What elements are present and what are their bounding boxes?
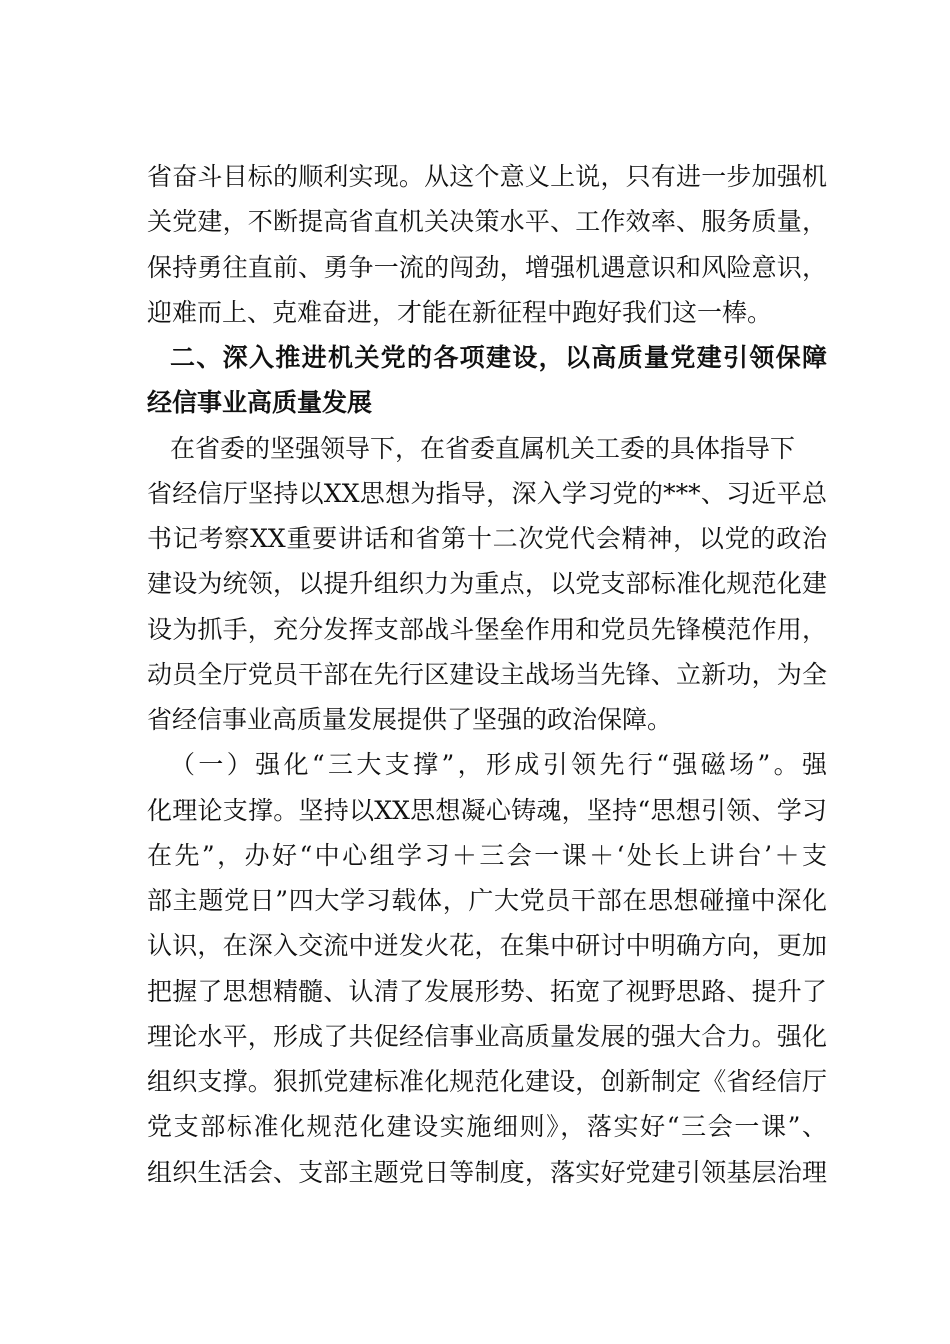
body-text-line: 组织支撑。狠抓党建标准化规范化建设，创新制定《省经信厅 <box>147 1067 827 1096</box>
body-text-line: 建设为统领，以提升组织力为重点，以党支部标准化规范化建 <box>147 569 827 598</box>
body-text-line: 化理论支撑。坚持以XX思想凝心铸魂，坚持“思想引领、学习 <box>147 796 827 825</box>
body-text-line: 部主题党日”四大学习载体，广大党员干部在思想碰撞中深化 <box>147 886 827 915</box>
subsection-first-line: （一）强化“三大支撑”，形成引领先行“强磁场”。强 <box>170 750 827 779</box>
body-text-line: 关党建，不断提高省直机关决策水平、工作效率、服务质量， <box>147 207 827 236</box>
body-text-line: 迎难而上、克难奋进，才能在新征程中跑好我们这一棒。 <box>147 298 773 327</box>
body-text-line: 省奋斗目标的顺利实现。从这个意义上说，只有进一步加强机 <box>147 162 827 191</box>
body-text-line: 认识，在深入交流中迸发火花，在集中研讨中明确方向，更加 <box>147 931 827 960</box>
body-text-line: 组织生活会、支部主题党日等制度，落实好党建引领基层治理 <box>147 1158 827 1187</box>
body-text-line: 动员全厅党员干部在先行区建设主战场当先锋、立新功，为全 <box>147 660 827 689</box>
body-text-line: 在先”，办好“中心组学习＋三会一课＋‘处长上讲台’＋支 <box>147 841 827 870</box>
body-text-line: 省经信厅坚持以XX思想为指导，深入学习党的***、习近平总 <box>147 479 827 508</box>
body-text-line: 书记考察XX重要讲话和省第十二次党代会精神，以党的政治 <box>147 524 827 553</box>
body-text-line: 省经信事业高质量发展提供了坚强的政治保障。 <box>147 705 673 734</box>
body-text-line: 保持勇往直前、勇争一流的闯劲，增强机遇意识和风险意识， <box>147 253 827 282</box>
body-text-line: 理论水平，形成了共促经信事业高质量发展的强大合力。强化 <box>147 1022 827 1051</box>
body-text-line: 党支部标准化规范化建设实施细则》，落实好“三会一课”、 <box>147 1112 827 1141</box>
body-text-line: 设为抓手，充分发挥支部战斗堡垒作用和党员先锋模范作用， <box>147 615 827 644</box>
section-heading: 二、深入推进机关党的各项建设，以高质量党建引领保障 <box>170 343 827 372</box>
body-text-line: 把握了思想精髓、认清了发展形势、拓宽了视野思路、提升了 <box>147 977 827 1006</box>
paragraph-first-line: 在省委的坚强领导下，在省委直属机关工委的具体指导下 <box>170 434 796 463</box>
section-heading-continued: 经信事业高质量发展 <box>147 388 373 417</box>
